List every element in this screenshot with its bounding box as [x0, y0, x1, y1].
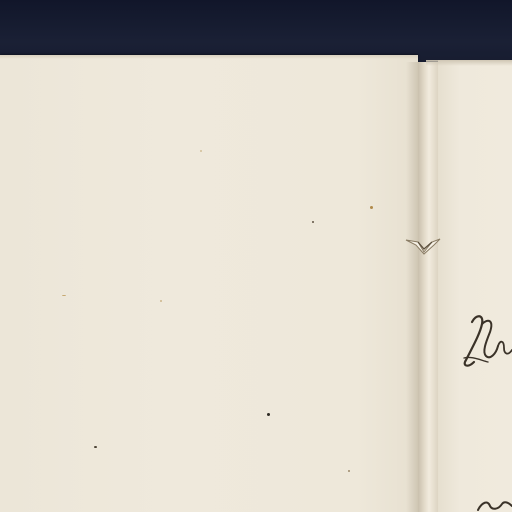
fold-shadow [406, 62, 418, 512]
foxing-speck [160, 300, 162, 302]
ink-stroke-icon [474, 498, 512, 512]
foxing-speck [370, 206, 373, 209]
foxing-speck [94, 446, 97, 448]
cursive-capital-letter-icon [458, 300, 512, 380]
foxing-speck [200, 150, 202, 152]
foxing-speck [267, 413, 270, 416]
right-page [438, 60, 512, 512]
paper-tear-icon [404, 236, 442, 256]
left-page [0, 55, 418, 512]
foxing-speck [348, 470, 350, 472]
foxing-speck [312, 221, 314, 223]
left-page-top-edge [0, 55, 418, 59]
foxing-speck [62, 295, 66, 296]
right-page-top-edge [426, 60, 512, 66]
book-gutter [418, 62, 438, 512]
